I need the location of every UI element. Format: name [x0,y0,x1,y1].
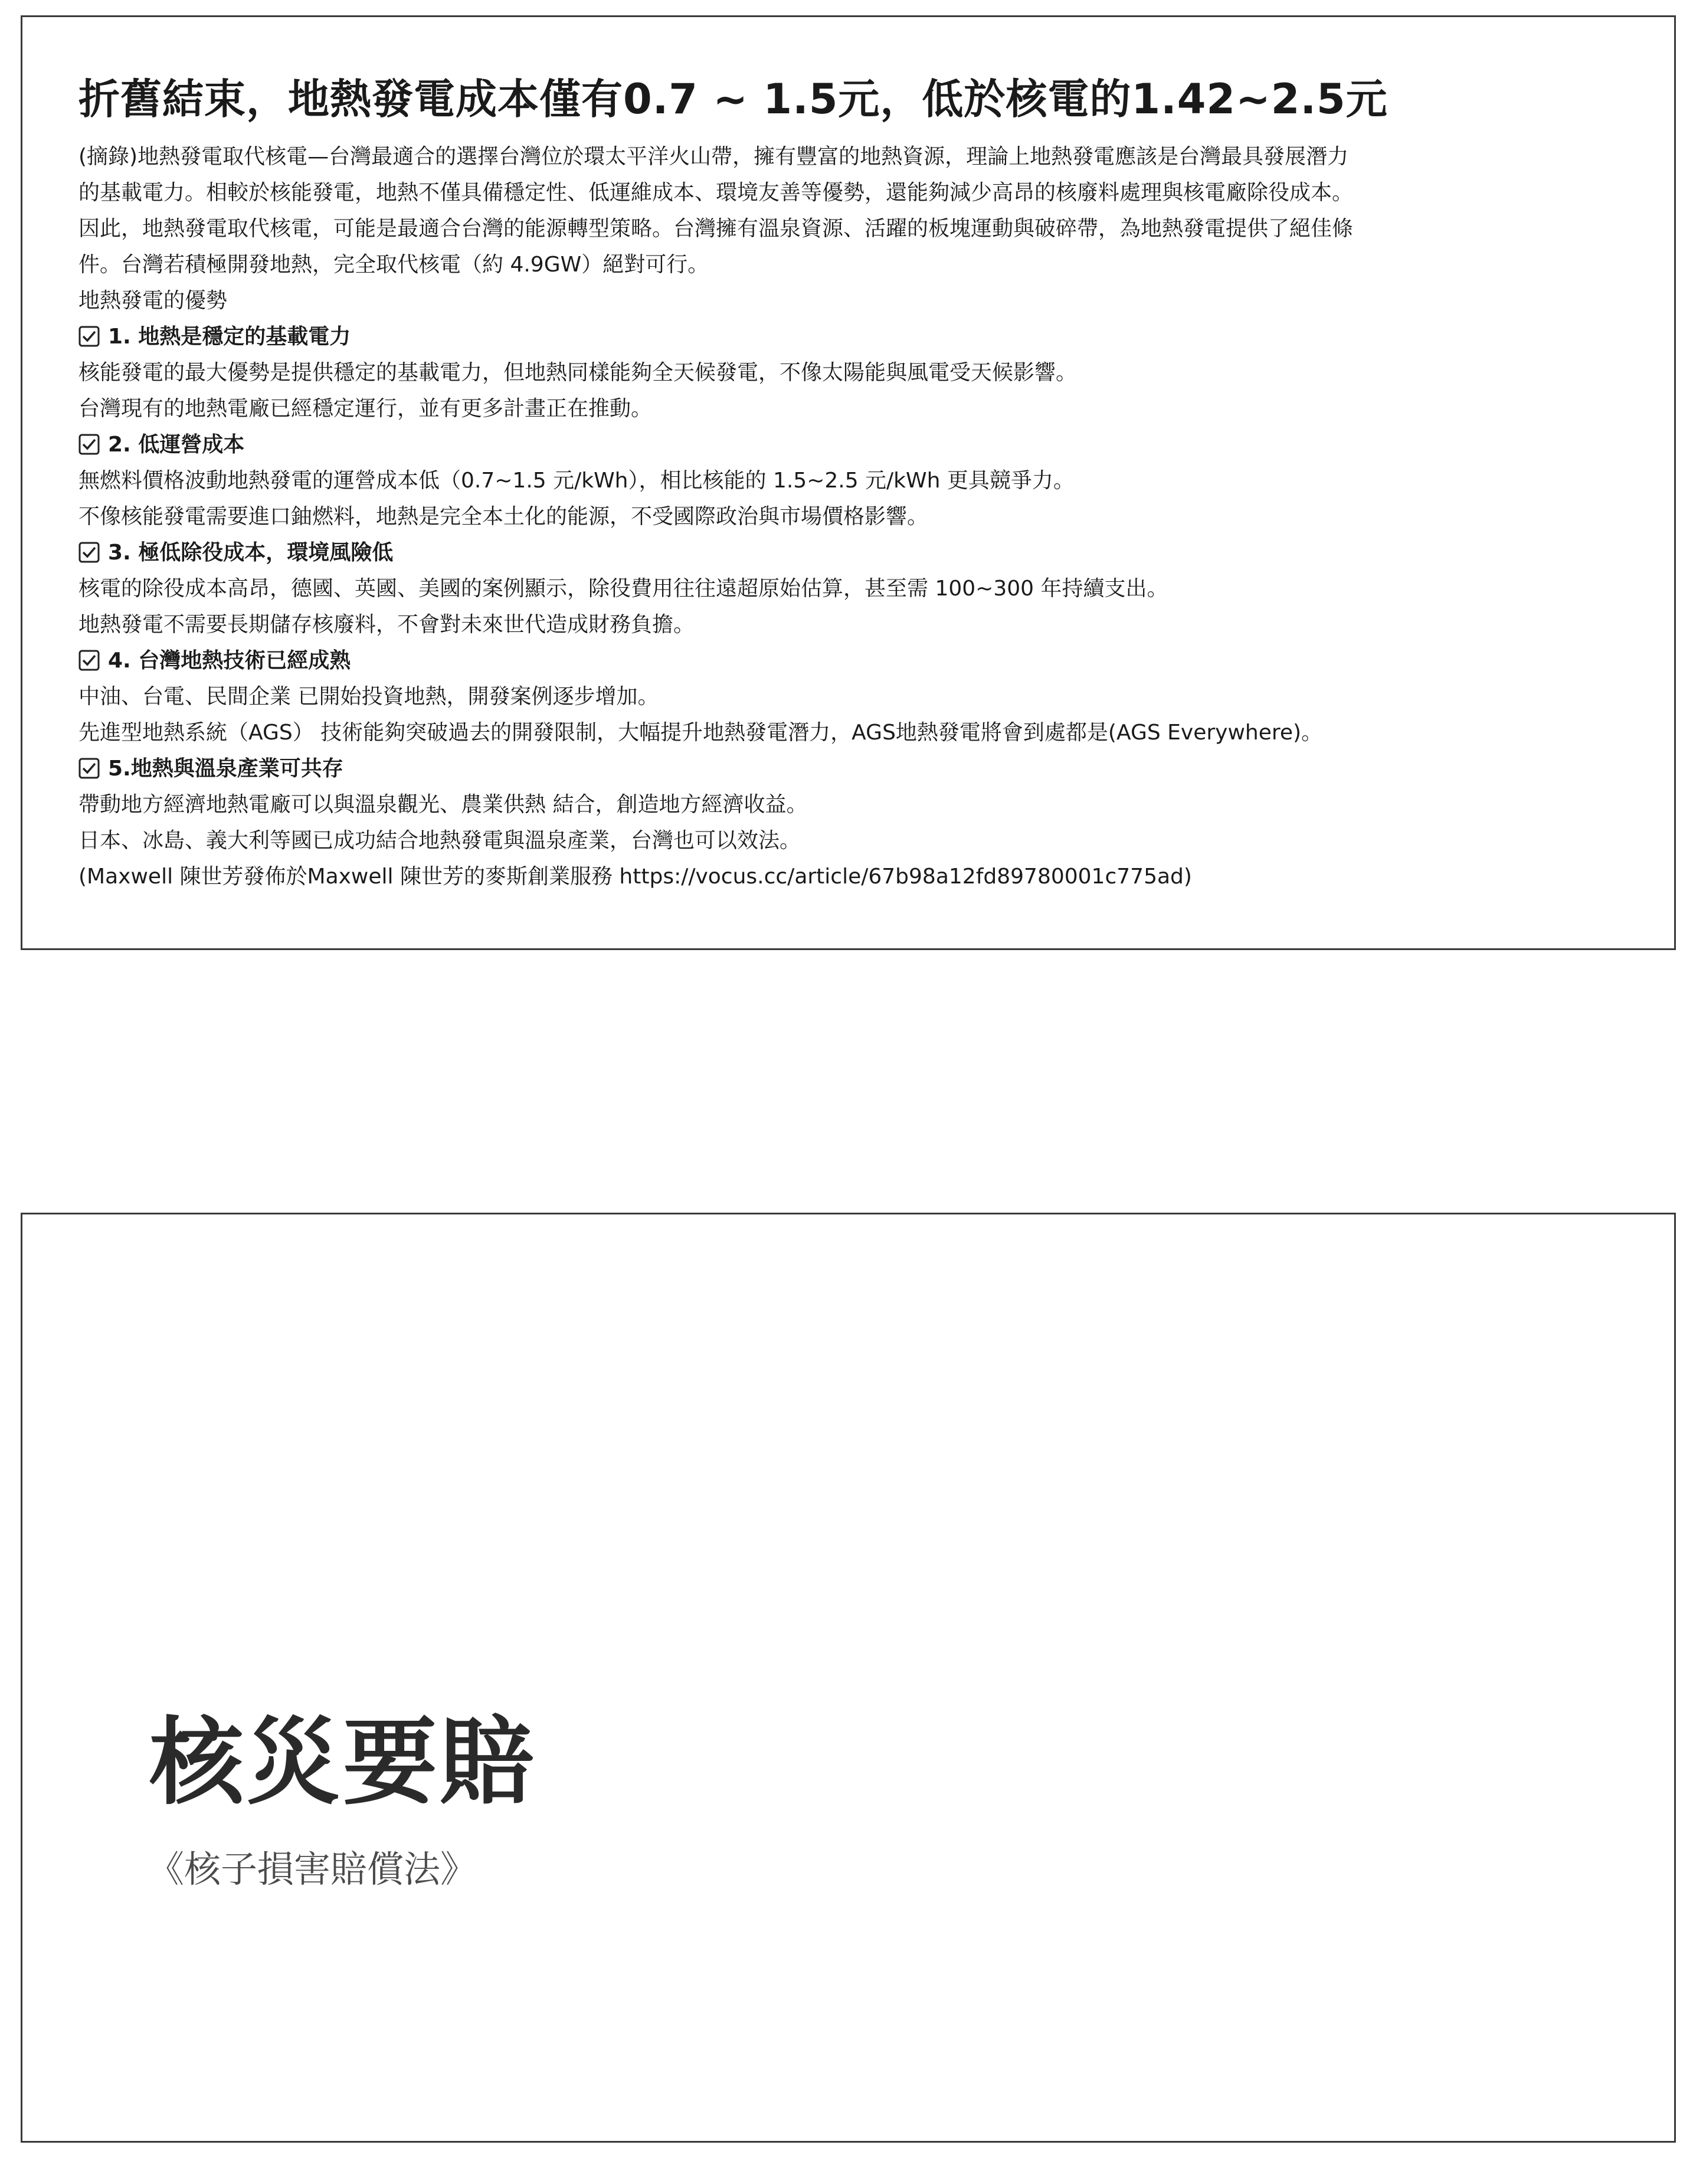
section-5-title: 5.地熱與溫泉產業可共存 [108,756,343,781]
section-3-heading [78,535,1618,571]
intro-line-3: 因此，地熱發電取代核電，可能是最適合台灣的能源轉型策略。台灣擁有溫泉資源、活躍的板塊運動與破碎帶，為地熱發電提供了絕佳條 [78,216,1354,241]
section-5-line-2: 日本、冰島、義大利等國已成功結合地熱發電與溫泉產業，台灣也可以效法。 [78,828,801,853]
slide-subtitle: 《核子損害賠償法》 [148,1848,477,1891]
section-2-heading [78,427,1618,463]
section-1-line-2: 台灣現有的地熱電廠已經穩定運行，並有更多計畫正在推動。 [78,396,653,421]
section-3-line-2: 地熱發電不需要長期儲存核廢料，不會對未來世代造成財務負擔。 [78,612,695,637]
section-1-heading [78,319,1618,355]
slide-title: 核災要賠 [149,1707,537,1818]
intro-line-2: 的基載電力。相較於核能發電，地熱不僅具備穩定性、低運維成本、環境友善等優勢，還能夠減少高昂的核廢料處理與核電廠除役成本。 [78,180,1354,205]
checked-box-icon [78,542,100,563]
section-4-title: 4. 台灣地熱技術已經成熟 [108,648,351,673]
section-5-line-1: 帶動地方經濟地熱電廠可以與溫泉觀光、農業供熱 結合，創造地方經濟收益。 [78,792,808,817]
article-title: 折舊結束，地熱發電成本僅有0.7 ~ 1.5元，低於核電的1.42~2.5元 [78,75,1388,123]
section-2-title: 2. 低運營成本 [108,432,245,457]
section-4-line-1: 中油、台電、民間企業 已開始投資地熱，開發案例逐步增加。 [78,684,659,709]
section-4-line-2: 先進型地熱系統（AGS） 技術能夠突破過去的開發限制，大幅提升地熱發電潛力，AGS地熱發電將會到處都是(AGS Everywhere)。 [78,720,1323,745]
section-5-heading [78,751,1618,787]
checked-box-icon [78,758,100,779]
checked-box-icon [78,434,100,455]
source-citation: (Maxwell 陳世芳發佈於Maxwell 陳世芳的麥斯創業服務 https://vocus.cc/article/67b98a12fd89780001c775ad) [78,864,1192,889]
title-slide [21,1213,1676,2143]
checked-box-icon [78,650,100,671]
section-1-line-1: 核能發電的最大優勢是提供穩定的基載電力，但地熱同樣能夠全天候發電，不像太陽能與風電受天候影響。 [78,360,1078,385]
article-slide [21,15,1676,950]
section-3-line-1: 核電的除役成本高昂，德國、英國、美國的案例顯示，除役費用往往遠超原始估算，甚至需 100~300 年持續支出。 [78,576,1168,601]
section-1-title: 1. 地熱是穩定的基載電力 [108,324,351,349]
section-3-title: 3. 極低除役成本，環境風險低 [108,540,394,565]
checked-box-icon [78,326,100,347]
intro-line-4: 件。台灣若積極開發地熱，完全取代核電（約 4.9GW）絕對可行。 [78,252,709,277]
section-2-line-2: 不像核能發電需要進口鈾燃料，地熱是完全本土化的能源，不受國際政治與市場價格影響。 [78,504,929,529]
section-2-line-1: 無燃料價格波動地熱發電的運營成本低（0.7~1.5 元/kWh），相比核能的 1.5~2.5 元/kWh 更具競爭力。 [78,468,1075,493]
advantages-heading: 地熱發電的優勢 [78,288,228,313]
section-4-heading [78,643,1618,679]
intro-line-1: (摘錄)地熱發電取代核電—台灣最適合的選擇台灣位於環太平洋火山帶，擁有豐富的地熱資源，理論上地熱發電應該是台灣最具發展潛力 [78,144,1349,169]
